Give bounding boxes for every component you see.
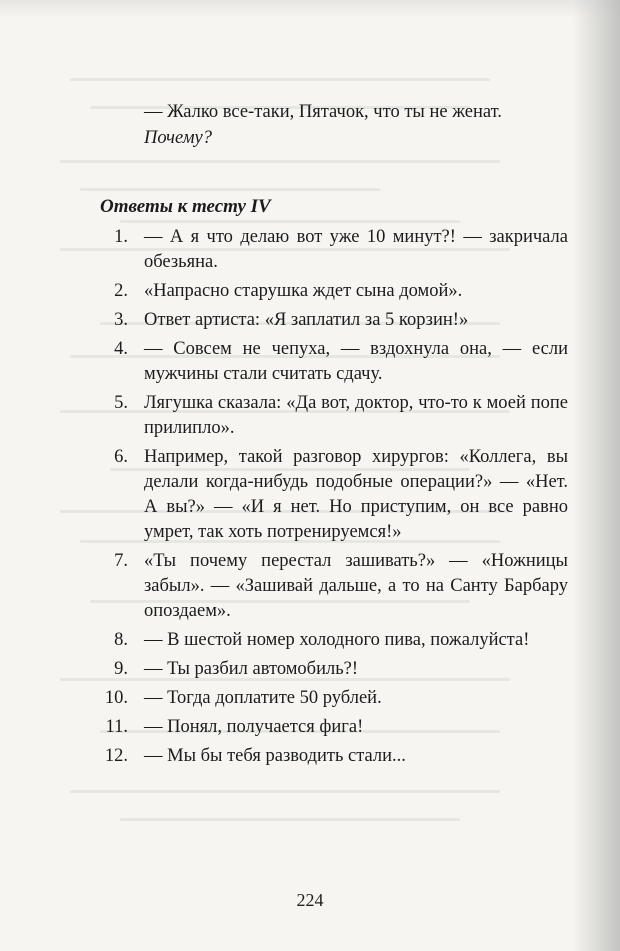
answer-item [100, 628, 568, 653]
answer-item [100, 445, 568, 545]
answers-list [100, 225, 568, 769]
answer-number: 1. [114, 227, 128, 247]
answer-item [100, 279, 568, 304]
answer-text: — Совсем не чепуха, — вздохнула она, — если мужчины стали считать сдачу. [144, 339, 568, 384]
answer-number: 3. [114, 310, 128, 330]
answer-item [100, 715, 568, 740]
answer-text: — Тогда доплатите 50 рублей. [144, 688, 382, 708]
intro-question: Почему? [144, 128, 212, 148]
page-number: 224 [296, 890, 324, 910]
answer-item [100, 308, 568, 333]
answer-item [100, 549, 568, 624]
answer-item [100, 225, 568, 275]
answer-text: — Понял, получается фига! [144, 717, 364, 737]
answer-text: — А я что делаю вот уже 10 минут?! — закричала обезьяна. [144, 227, 568, 272]
answer-item [100, 657, 568, 682]
answer-text: — Ты разбил автомобиль?! [144, 659, 359, 679]
answer-number: 12. [104, 746, 128, 766]
answer-number: 4. [114, 339, 128, 359]
answer-number: 7. [114, 551, 128, 571]
answer-text: — Мы бы тебя разводить стали... [144, 746, 406, 766]
intro-line: — Жалко все-таки, Пятачок, что ты не женат. [144, 102, 502, 122]
answer-text: Ответ артиста: «Я заплатил за 5 корзин!» [144, 310, 469, 330]
answer-number: 2. [114, 281, 128, 301]
answer-text: Например, такой разговор хирургов: «Коллега, вы делали когда-нибудь подобные операции?» — «Нет. А вы?» — «И я нет. Но приступим, он все равно умрет, так хоть потренируемся!» [144, 447, 568, 542]
scan-top-shadow [0, 0, 620, 18]
answer-item [100, 686, 568, 711]
answer-item [100, 391, 568, 441]
page-body [100, 100, 568, 769]
answer-text: «Ты почему перестал зашивать?» — «Ножницы забыл». — «Зашивай дальше, а то на Санту Барбару опоздаем». [144, 551, 568, 621]
answer-text: — В шестой номер холодного пива, пожалуйста! [144, 630, 530, 650]
answer-number: 9. [114, 659, 128, 679]
scan-edge-shadow [572, 0, 620, 951]
answer-number: 10. [104, 688, 128, 708]
answer-item [100, 744, 568, 769]
answer-number: 6. [114, 447, 128, 467]
answer-number: 8. [114, 630, 128, 650]
answer-number: 5. [114, 393, 128, 413]
answer-text: Лягушка сказала: «Да вот, доктор, что-то к моей попе прилипло». [144, 393, 568, 438]
section-heading: Ответы к тесту IV [100, 196, 271, 217]
answer-number: 11. [105, 717, 128, 737]
answer-item [100, 337, 568, 387]
answer-text: «Напрасно старушка ждет сына домой». [144, 281, 463, 301]
